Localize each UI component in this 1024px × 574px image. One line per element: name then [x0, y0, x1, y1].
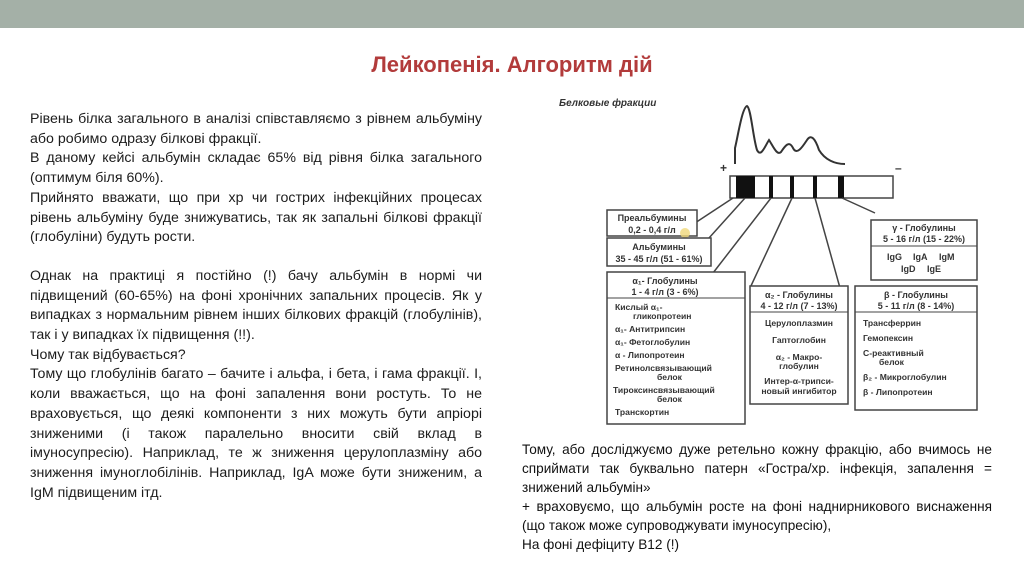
beta-name: β - Глобулины — [884, 290, 948, 300]
left-paragraph: Прийнято вважати, що при хр чи гострих інфекційних процесах рівень альбуміну буде знижуватись, так як запальні білкові фракції (глобуліни) будуть рости. — [30, 189, 482, 246]
beta-range: 5 - 11 г/л (8 - 14%) — [877, 301, 955, 311]
alpha2-item: α₂ - Макро- — [775, 352, 823, 362]
alpha1-band — [769, 176, 773, 198]
gamma-item: IgM — [939, 252, 955, 262]
alpha1-item: гликопротеин — [633, 311, 692, 321]
alpha2-name: α₂ - Глобулины — [765, 290, 833, 300]
alpha1-item: α₁- Антитрипсин — [615, 324, 686, 334]
albumin-band — [736, 176, 755, 198]
right-text-block — [522, 441, 992, 554]
beta-item: Гемопексин — [863, 333, 914, 343]
alpha1-item: Транскортин — [615, 407, 670, 417]
alpha1-item: Ретинолсвязывающий — [615, 363, 712, 373]
alpha2-item: Церулоплазмин — [765, 318, 833, 328]
alpha1-item: α - Липопротеин — [615, 350, 685, 360]
left-paragraph: Рівень білка загального в аналізі співставляємо з рівнем альбуміну або робимо одразу білкові фракції. — [30, 111, 482, 147]
slide-title: Лейкопенія. Алгоритм дій — [371, 52, 653, 77]
alpha2-range: 4 - 12 г/л (7 - 13%) — [760, 301, 838, 311]
alpha2-item: Интер-α-трипси- — [764, 376, 834, 386]
prealbumin-name: Преальбумины — [617, 213, 687, 223]
top-bar — [0, 0, 1024, 28]
gamma-band — [838, 176, 844, 198]
alpha1-range: 1 - 4 г/л (3 - 6%) — [631, 287, 699, 297]
beta-item: С-реактивный — [863, 348, 924, 358]
alpha2-band — [790, 176, 794, 198]
beta-item: β₂ - Микроглобулин — [863, 372, 947, 382]
electrophoresis-curve — [735, 106, 845, 164]
alpha2-item: Гаптоглобин — [772, 335, 826, 345]
gamma-range: 5 - 16 г/л (15 - 22%) — [883, 234, 965, 244]
gamma-item: IgG — [887, 252, 902, 262]
alpha1-item: Тироксинсвязывающий — [613, 385, 715, 395]
prealbumin-range: 0,2 - 0,4 г/л — [628, 225, 676, 235]
plus-sign: + — [720, 161, 728, 175]
alpha2-item: новый ингибитор — [761, 386, 837, 396]
gamma-name: γ - Глобулины — [892, 223, 956, 233]
left-paragraph: Чому так відбувається? — [30, 346, 186, 363]
minus-sign: – — [895, 161, 902, 175]
left-paragraph: Тому що глобулінів багато – бачите і альфа, і бета, і гама фракції. І, коли вважається, що на фоні запалення вони ростуть. То не враховується, що деякі компоненти з них можуть бути апріорі зниженими (і також паралельно вносити свій вклад в імуносупресію). Наприклад, те ж зниження церулоплазміну або зниження імуноглобілінів. Наприклад, IgA може бути зниженим, а IgM підвищеним ітд. — [30, 366, 482, 501]
gamma-item: IgE — [927, 264, 942, 274]
gamma-item: IgD — [901, 264, 916, 274]
alpha1-item: белок — [657, 394, 682, 404]
alpha1-name: α₁- Глобулины — [632, 276, 698, 286]
diagram-heading: Белковые фракции — [559, 98, 657, 109]
beta-item: белок — [879, 357, 904, 367]
protein-fractions-diagram — [545, 88, 995, 428]
right-paragraph: Тому, або досліджуємо дуже ретельно кожну фракцію, або вчимось не сприймати так буквально патерн «Гостра/хр. інфекція, запалення = знижений альбумін» — [522, 442, 992, 495]
beta-band — [813, 176, 817, 198]
albumin-range: 35 - 45 г/л (51 - 61%) — [615, 254, 703, 264]
paragraph-gap — [30, 248, 482, 267]
left-paragraph: Однак на практиці я постійно (!) бачу альбумін в нормі чи підвищений (60-65%) на фоні хронічних запальних процесів. Як у випадках з нормальним рівнем інших білкових фракцій (глобулінів), так і у випадках їх підвищення (!!). — [30, 267, 482, 344]
beta-item: Трансферрин — [863, 318, 922, 328]
albumin-name: Альбумины — [632, 242, 686, 252]
left-paragraph: В даному кейсі альбумін складає 65% від рівня білка загального (оптимум біля 60%). — [30, 150, 482, 187]
alpha1-item: Кислый α₁- — [615, 302, 663, 312]
alpha1-item: α₁- Фетоглобулин — [615, 337, 691, 347]
right-paragraph: На фоні дефіциту В12 (!) — [522, 536, 680, 552]
gamma-item: IgA — [913, 252, 928, 262]
right-paragraph: + враховуємо, що альбумін росте на фоні наднирникового виснаження (що також може супроводжувати імуносупресію), — [522, 498, 992, 533]
alpha2-item: глобулин — [779, 361, 819, 371]
alpha1-item: белок — [657, 372, 682, 382]
cursor-highlight — [680, 228, 690, 238]
left-text-block — [30, 110, 482, 503]
beta-item: β - Липопротеин — [863, 387, 933, 397]
